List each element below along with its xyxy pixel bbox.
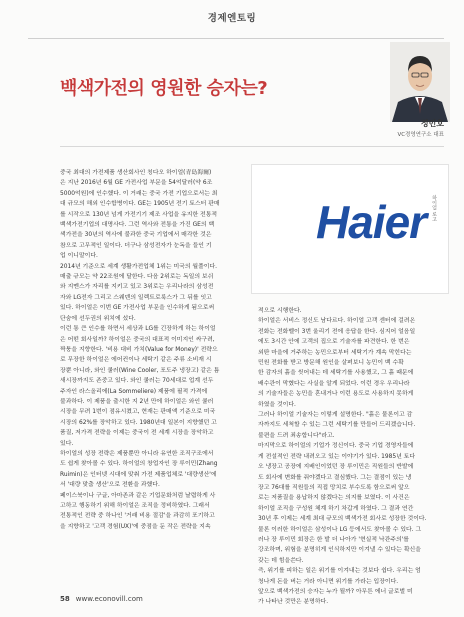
author-title: VC경영연구소 대표	[397, 132, 444, 138]
body-line: 장뿐 아니라, 와인 쿨러(Wine Cooler, 포도주 냉장고) 같은 틈	[60, 367, 220, 374]
body-line: 오 냉장고 공장에 지배인이었던 장 루이민은 직원들의 반발에	[258, 464, 414, 471]
logo-caption: 하이얼 로고	[431, 195, 437, 222]
body-line: 러나 장 루이민 회장은 한 발 더 나아가 '현실적 낙관주의'를	[258, 536, 409, 543]
page-number: 58	[60, 595, 70, 603]
body-line: 하였을 것이다.	[258, 401, 296, 408]
page-footer	[60, 595, 143, 603]
body-line: 시장을 무려 1번이 점유시켰고, 현재는 판매액 기준으로 미국	[60, 409, 216, 416]
body-line: 서 '대량 맞춤 생산'으로 전환을 과했다.	[60, 482, 160, 489]
body-line: 외딴 마을에 거주하는 농민으로부터 세탁기가 계속 막힌다는	[258, 349, 412, 356]
body-line: 매출 규모는 약 22조원에 달한다. 다음 2위로는 독일의 보쉬	[60, 274, 214, 281]
body-line: 로 무장한 하이얼은 에어컨이나 세탁기 같은 주류 소비재 시	[60, 357, 212, 364]
body-line: 도 쉽게 찾아볼 수 있다. 하이얼의 창업자인 장 루이민(Zhang	[60, 461, 218, 468]
body-line: 불과하다. 이 제품을 출시한 지 2년 만에 하이얼은 와인 쿨러	[60, 398, 214, 405]
body-line: 하이얼 조직을 구성원 체계 하기 차갑게 하였다. 그 결과 연간	[258, 505, 414, 512]
body-line: 백색가전기업의 대명사다. 그런 역사와 전통을 가진 GE의 백	[60, 222, 215, 229]
body-line: 은 어떤 회사일까? 하이얼은 중국의 대표적 이미지인 싸구려,	[60, 336, 215, 343]
article-body-right	[258, 306, 444, 608]
body-line: 은 지난 2016년 6월 GE 가전사업 부문을 54억달러(약 6조	[60, 180, 213, 187]
body-line: 하이얼은 서비스 정신도 남다르다. 하이얼 고객 센터에 걸려온	[258, 318, 416, 325]
body-line: 그러나 하이얼 기술자는 이렇게 설명한다. "흙은 물론이고 감	[258, 412, 413, 419]
body-line: 대 규모의 해외 인수합병이다. GE는 1905년 전기 토스터 판매	[60, 201, 220, 208]
body-line: 민원 전화를 받고 방문해 원인을 살펴보니 농민이 백 수확	[258, 360, 404, 367]
body-line: 5000억원)에 인수했다. 이 거래는 중국 가전 기업으로서는 최	[60, 190, 218, 197]
body-line: 자와 LG전자 그리고 스웨덴의 일렉트로룩스가 그 뒤를 잇고	[60, 294, 212, 301]
body-line: 품질, 저가격 전략을 이제는 중국이 전 세계 시장을 장악하고	[60, 430, 214, 437]
author-name: 정민호	[420, 119, 444, 128]
body-line: 갖는 데 힘을쓴다.	[258, 557, 304, 564]
body-line: 업 이니말이다.	[60, 253, 98, 260]
body-line: 있다. 하이얼은 이번 GE 가전사업 부문을 인수하게 됨으로써	[60, 305, 215, 312]
body-line: 하이얼의 성장 전략은 제품뿐만 아니라 유연한 조직구조에서	[60, 450, 214, 457]
haier-logo: Haier	[316, 196, 427, 248]
author-portrait	[390, 42, 450, 122]
body-line: 단숨에 선두권의 위치에 섰다.	[60, 315, 136, 322]
body-line: 을 지향하고 '고객 경험(UX)'에 중점을 둔 작은 전략을 지속	[60, 523, 211, 530]
body-line: 색가전을 30년의 역사에 불과한 중국 기업에서 매각한 것은	[60, 232, 212, 239]
body-line: 적으로 시행한다.	[258, 308, 302, 314]
body-line: 2014년 기준으로 세계 생활가전업체 1위는 미국의 월풀이다.	[60, 263, 218, 270]
body-line: 배수관이 막혔다는 사실을 알게 되었다. 이런 경우 우리나라	[258, 380, 410, 387]
author-portrait-image	[390, 42, 450, 122]
body-line: 도 회사에 변화를 줘야겠다고 결심했다. 그는 결점이 있는 냉	[258, 474, 412, 481]
body-line: 이런 통 큰 인수를 하면서 세상과 LG를 긴장하게 하는 하이얼	[60, 326, 216, 333]
body-line: 즉, 위기를 피하는 일은 위기를 이겨내는 것보다 쉽다. 우리는 엄	[258, 568, 421, 575]
byline-divider	[60, 146, 444, 147]
section-tag: 경제엔토링	[207, 13, 257, 24]
body-line: 새시장까지도 존중고 있다. 와인 쿨러는 70세대로 업계 선두	[60, 378, 214, 385]
body-line: 와 지멘스가 자리를 지키고 있고 3위로는 우리나라의 삼성전	[60, 284, 214, 291]
website-url: www.econovill.com	[75, 595, 143, 603]
body-line: 참으로 고무적인 일이다. 더구나 삼성전자가 눈독을 들인 기	[60, 242, 212, 249]
body-line: 앞으로 백색가전의 승자는 누가 될까? 아무튼 에너 글로벌 미	[258, 588, 413, 595]
body-line: 를 시작으로 130년 넘게 가전기기 제조 사업을 유지한 전통적	[60, 211, 218, 218]
body-line: 한 감자의 흙을 씻어내는 데 세탁기를 사용했고, 그 흙 때문에	[258, 370, 414, 377]
body-line: 장고 76대를 직원들의 직접 망치로 부수도록 함으로써 앞으	[258, 484, 410, 491]
body-line: 중국 최대의 가전제품 생산회사인 칭다오 하이얼(青島海爾)	[60, 170, 212, 176]
header-divider	[28, 38, 444, 39]
haier-logo-figure	[251, 164, 449, 294]
article-body-left	[60, 168, 235, 532]
body-line: 페이스북이나 구글, 아마존과 같은 기업문화처럼 날렵하게 사	[60, 492, 216, 499]
body-line: 청나게 돈을 버는 거라 아니면 위기를 가라는 입장이다.	[258, 578, 399, 585]
body-line: 전통적인 전략 중 하나인 '거래 비용 절감'을 과감히 포기하고	[60, 513, 215, 520]
body-line: 의 기술자들은 농민을 혼내거나 이런 용도로 사용하지 못하게	[258, 391, 414, 398]
body-line: 마지막으로 하이얼의 기업가 정신이다. 중국 기업 경영자들에	[258, 443, 414, 450]
body-line: 가 나타난 것만은 분명하다.	[258, 599, 329, 606]
page-header	[0, 0, 464, 26]
body-line: 게 전설적인 전략 내려오고 있는 이야기가 있다. 1985년 토다	[258, 453, 416, 460]
body-line: 주자인 라스올리에(La Sommeliere) 제품에 필적 가격에	[60, 388, 208, 395]
body-line: Ruimin)은 인터넷 시대에 맞춰 가전 제품업체로 '대량생산'에	[60, 471, 217, 478]
article-title: 백색가전의 영원한 승자는?	[60, 78, 268, 99]
body-line: 로는 저품질을 용납하지 않겠다는 의지를 보였다. 이 사건은	[258, 495, 410, 502]
body-line: 에도 3시간 안에 고객의 집으로 기술자를 파견한다. 한 번은	[258, 339, 410, 346]
body-line: 있다.	[60, 440, 74, 447]
body-line: 고하고 행동하기 위해 하이얼은 조직을 정비하였다. 그래서	[60, 503, 210, 509]
body-line: 자까지도 세척할 수 있는 그런 세탁기를 만들어 드리겠습니다.	[258, 422, 416, 429]
body-line: 30년 후 이제는 세계 최대 규모의 백색가전 회사로 성장한 것이다.	[258, 516, 427, 523]
body-line: 강조하며, 위험을 분명히게 인식하지만 이겨낼 수 있다는 확신을	[258, 547, 421, 554]
body-line: 불편을 드려 죄송합니다"라고.	[258, 432, 335, 439]
body-line: 짝퉁을 지향한다. '비용 대비 가치(Value for Money)' 전략으	[60, 346, 218, 353]
body-line: 전화는 전화벨이 3번 울리기 전에 응답을 한다. 심지어 얼음일	[258, 328, 416, 335]
body-line: 물론 이러한 하이얼은 삼성이나 LG 등에서도 찾아볼 수 있다. 그	[258, 526, 422, 533]
body-line: 시장의 62%를 장악하고 있다. 1980년대 일본이 지향했던 고	[60, 419, 217, 426]
